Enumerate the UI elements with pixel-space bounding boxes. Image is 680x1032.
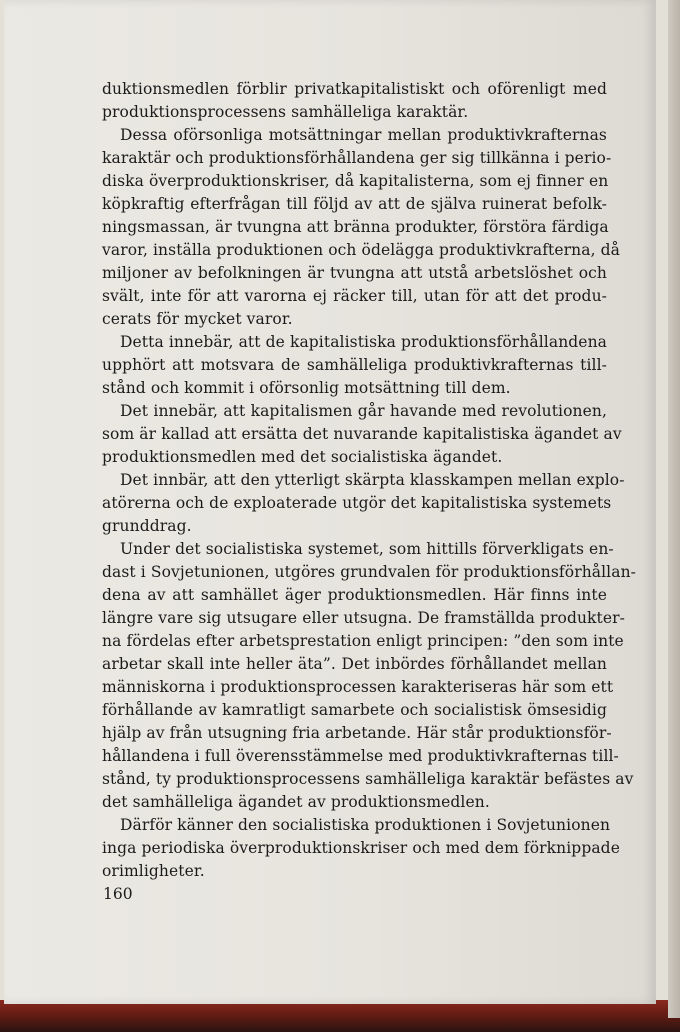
text-line: na fördelas efter arbetsprestation enligt principen: ”den som inte — [102, 632, 624, 650]
text-line: upphört att motsvara de samhälleliga produktivkrafternas till- — [102, 356, 607, 374]
text-line: karaktär och produktionsförhållandena ger sig tillkänna i perio- — [102, 149, 612, 167]
text-line: inga periodiska överproduktionskriser och med dem förknippade — [102, 839, 620, 857]
text-line: Detta innebär, att de kapitalistiska produktionsförhållandena — [120, 333, 607, 351]
text-line: atörerna och de exploaterade utgör det kapitalistiska systemets — [102, 494, 612, 512]
text-line: som är kallad att ersätta det nuvarande kapitalistiska ägandet av — [102, 425, 622, 443]
text-line: orimligheter. — [102, 862, 205, 880]
text-line: Det innbär, att den ytterligt skärpta klasskampen mellan explo- — [120, 471, 625, 489]
text-line: stånd och kommit i oförsonlig motsättning till dem. — [102, 379, 511, 397]
text-line: förhållande av kamratligt samarbete och socialistisk ömsesidig — [102, 701, 607, 719]
text-line: produktionsmedlen med det socialistiska ägandet. — [102, 448, 503, 466]
text-line: diska överproduktionskriser, då kapitalisterna, som ej finner en — [102, 172, 609, 190]
text-line: dena av att samhället äger produktionsmedlen. Här finns inte — [102, 586, 607, 604]
text-line: arbetar skall inte heller äta”. Det inbördes förhållandet mellan — [102, 655, 607, 673]
text-line: hjälp av från utsugning fria arbetande. Här står produktionsför- — [102, 724, 612, 742]
text-line: det samhälleliga ägandet av produktionsmedlen. — [102, 793, 490, 811]
text-line: hållandena i full överensstämmelse med produktivkrafternas till- — [102, 747, 619, 765]
text-line: längre vare sig utsugare eller utsugna. De framställda produkter- — [102, 609, 625, 627]
text-line: människorna i produktionsprocessen karakteriseras här som ett — [102, 678, 614, 696]
book-cover-edge — [0, 1000, 680, 1032]
text-line: produktionsprocessens samhälleliga karaktär. — [102, 103, 469, 121]
text-line: Det innebär, att kapitalismen går havande med revolutionen, — [120, 402, 607, 420]
text-line: duktionsmedlen förblir privatkapitalistiskt och oförenligt med — [102, 80, 607, 98]
text-line: cerats för mycket varor. — [102, 310, 293, 328]
text-line: Under det socialistiska systemet, som hittills förverkligats en- — [120, 540, 614, 558]
text-line: grunddrag. — [102, 517, 192, 535]
text-line: dast i Sovjetunionen, utgöres grundvalen för produktionsförhållan- — [102, 563, 637, 581]
text-line: miljoner av befolkningen är tvungna att utstå arbetslöshet och — [102, 264, 607, 282]
text-line: varor, inställa produktionen och ödelägga produktivkrafterna, då — [102, 241, 620, 259]
text-line: ningsmassan, är tvungna att bränna produkter, förstöra färdiga — [102, 218, 609, 236]
page-number: 160 — [103, 885, 133, 903]
body-text — [102, 78, 637, 883]
text-line: Dessa oförsonliga motsättningar mellan produktivkrafternas — [120, 126, 607, 144]
text-line: stånd, ty produktionsprocessens samhälleliga karaktär befästes av — [102, 770, 634, 788]
text-line: svält, inte för att varorna ej räcker till, utan för att det produ- — [102, 287, 607, 305]
page-edge — [668, 0, 680, 1018]
text-line: köpkraftig efterfrågan till följd av att de själva ruinerat befolk- — [102, 195, 607, 213]
text-line: Därför känner den socialistiska produktionen i Sovjetunionen — [120, 816, 611, 834]
